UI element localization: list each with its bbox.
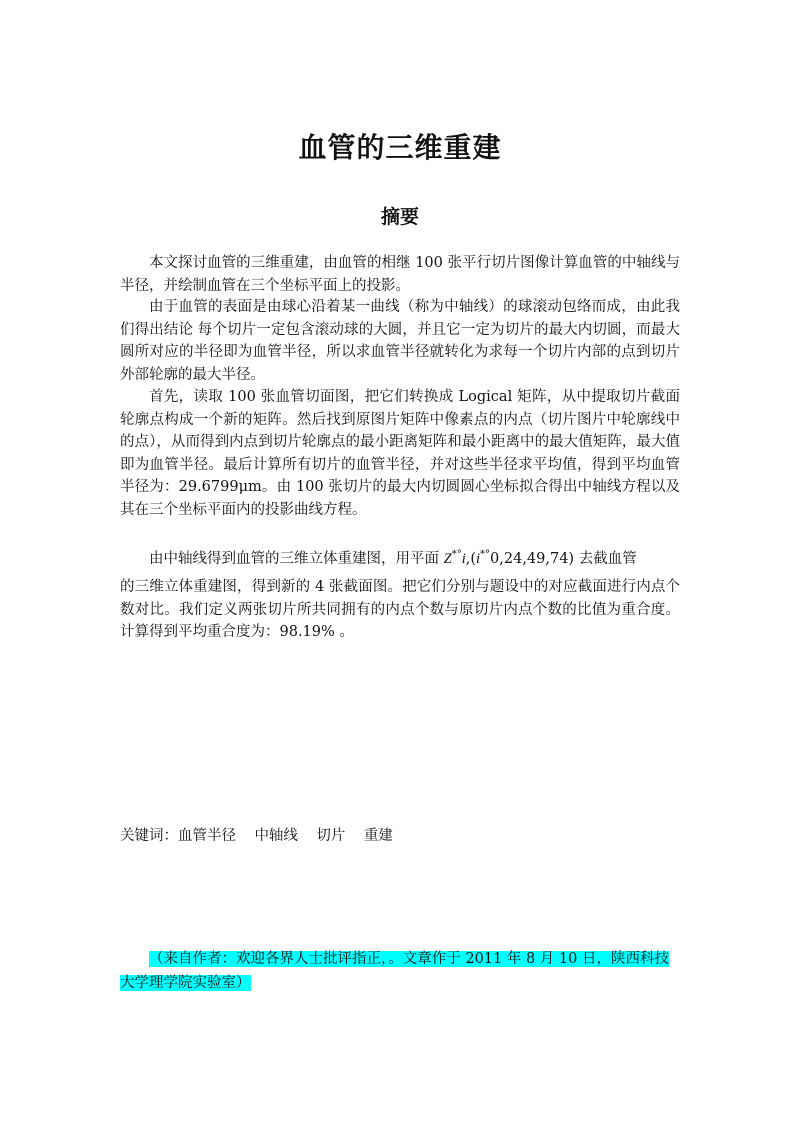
keyword-3: 切片 bbox=[316, 828, 346, 844]
keywords-line bbox=[120, 824, 393, 845]
page-title: 血管的三维重建 bbox=[298, 131, 502, 164]
equation-value-set: 0,24,49,74) bbox=[490, 550, 575, 567]
keyword-1: 血管半径 bbox=[178, 828, 236, 844]
keyword-4: 重建 bbox=[363, 828, 393, 844]
abstract-paragraph-4-continued: 的三维立体重建图，得到新的 4 张截面图。把它们分别与题设中的对应截面进行内点个数对比。我们定义两张切片所共同拥有的内点个数与原切片内点个数的比值为重合度。计算得到平均重合度为：98.19% 。 bbox=[120, 579, 680, 640]
author-note bbox=[120, 947, 682, 995]
paragraph-4-text-start: 由中轴线得到血管的三维立体重建图，用平面 bbox=[149, 550, 444, 567]
equation-variable-i: i bbox=[461, 550, 466, 567]
equation-variable-z: Z bbox=[443, 550, 452, 567]
keywords-label: 关键词： bbox=[120, 828, 178, 844]
equation-separator: ,( bbox=[465, 550, 476, 567]
equation-symbol-2: *° bbox=[480, 549, 491, 560]
author-note-highlight: （来自作者：欢迎各界人士批评指正，。文章作于 2011 年 8 月 10 日，陕西科技大学理学院实验室） bbox=[120, 951, 669, 991]
abstract-paragraph-3: 首先，读取 100 张血管切面图，把它们转换成 Logical 矩阵，从中提取切片截面轮廓点构成一个新的矩阵。然后找到原图片矩阵中像素点的内点（切片图片中轮廓线中的点），从而得到内点到切片轮廓点的最小距离矩阵和最小距离中的最大值矩阵，最大值即为血管半径。最后计算所有切片的血管半径，并对这些半径求平均值，得到平均血管半径为：29.6799μm。由 100 张切片的最大内切圆圆心坐标拟合得出中轴线方程以及其在三个坐标平面内的投影曲线方程。 bbox=[120, 389, 680, 518]
abstract-paragraph-1: 本文探讨血管的三维重建，由血管的相继 100 张平行切片图像计算血管的中轴线与半径，并绘制血管在三个坐标平面上的投影。 bbox=[120, 255, 680, 294]
abstract-paragraph-2: 由于血管的表面是由球心沿着某一曲线（称为中轴线）的球滚动包络而成，由此我们得出结论 每个切片一定包含滚动球的大圆，并且它一定为切片的最大内切圆，而最大圆所对应的半径即为血管半径，所以求血管半径就转化为求每一个切片内部的点到切片外部轮廓的最大半径。 bbox=[120, 299, 680, 383]
keyword-2: 中轴线 bbox=[254, 828, 298, 844]
equation-symbol: *° bbox=[451, 549, 462, 560]
equation-variable-i-2: i bbox=[476, 550, 481, 567]
abstract-paragraph-4-first-line bbox=[120, 544, 680, 570]
abstract-heading: 摘要 bbox=[380, 206, 419, 228]
paragraph-4-text-end: 去截血管 bbox=[574, 550, 637, 567]
